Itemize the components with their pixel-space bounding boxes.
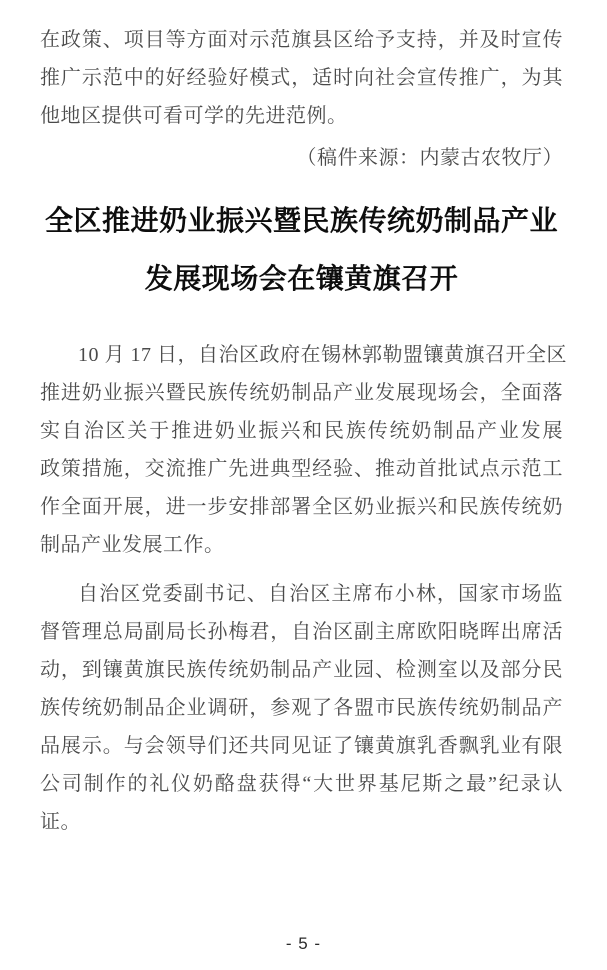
article-title <box>40 193 563 309</box>
text-line: 族传统奶制品企业调研，参观了各盟市民族传统奶制品产 <box>40 697 563 719</box>
article-paragraph-1 <box>40 336 567 564</box>
text-line: 自治区党委副书记、自治区主席布小林，国家市场监 <box>78 583 563 605</box>
text-line: 推进奶业振兴暨民族传统奶制品产业发展现场会，全面落 <box>40 382 563 404</box>
text-line: 政策措施，交流推广先进典型经验、推动首批试点示范工 <box>40 458 563 480</box>
title-line: 全区推进奶业振兴暨民族传统奶制品产业 <box>44 206 558 237</box>
text-line: 公司制作的礼仪奶酪盘获得“大世界基尼斯之最”纪录认 <box>40 773 563 795</box>
source-attribution: （稿件来源：内蒙古农牧厅） <box>296 147 563 169</box>
article-paragraph-2 <box>40 575 563 841</box>
text-line: 督管理总局副局长孙梅君，自治区副主席欧阳晓晖出席活 <box>40 621 563 643</box>
text-line: 品展示。与会领导们还共同见证了镶黄旗乳香飘乳业有限 <box>40 735 563 757</box>
text-line: 在政策、项目等方面对示范旗县区给予支持，并及时宣传 <box>40 29 563 51</box>
continuation-paragraph <box>40 21 563 135</box>
text-line: 作全面开展，进一步安排部署全区奶业振兴和民族传统奶 <box>40 496 563 518</box>
text-line: 动，到镶黄旗民族传统奶制品产业园、检测室以及部分民 <box>40 659 563 681</box>
text-line: 他地区提供可看可学的先进范例。 <box>40 105 348 127</box>
text-line: 证。 <box>40 811 81 833</box>
text-line: 10 月 17 日，自治区政府在锡林郭勒盟镶黄旗召开全区 <box>78 344 567 366</box>
text-line: 制品产业发展工作。 <box>40 534 225 556</box>
page-number: - 5 - <box>285 934 322 953</box>
text-line: 推广示范中的好经验好模式，适时向社会宣传推广，为其 <box>40 67 563 89</box>
title-line: 发展现场会在镶黄旗召开 <box>144 264 459 295</box>
text-line: 实自治区关于推进奶业振兴和民族传统奶制品产业发展 <box>40 420 563 442</box>
